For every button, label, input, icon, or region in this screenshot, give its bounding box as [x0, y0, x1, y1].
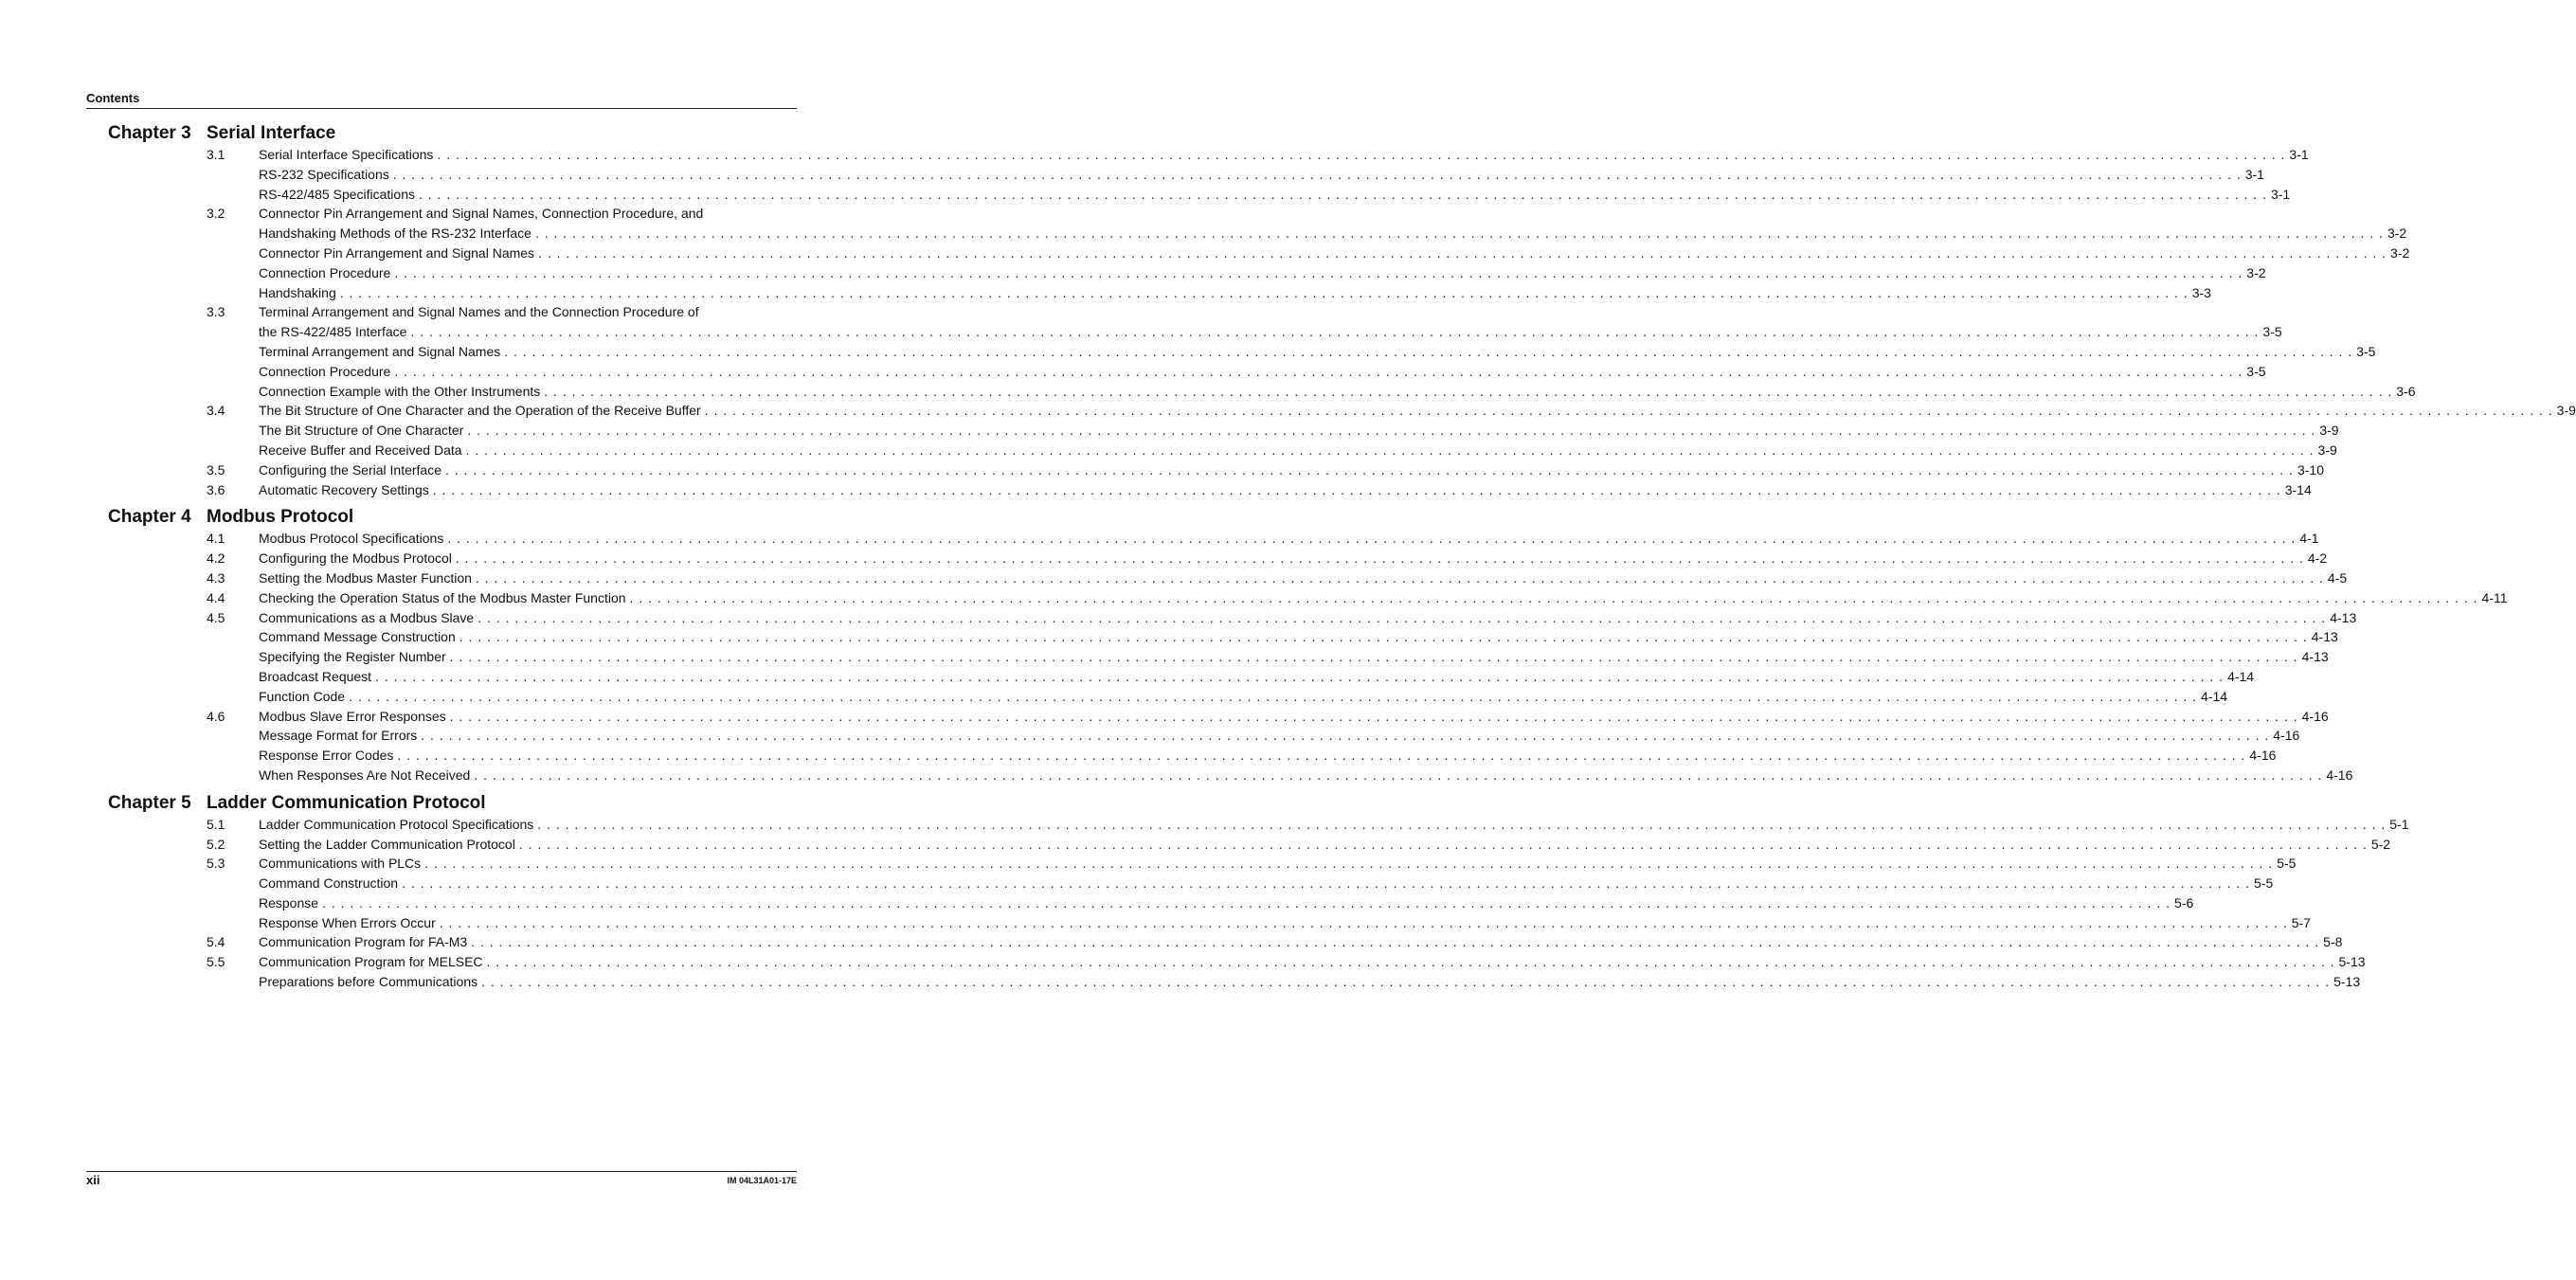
chapter-title: Ladder Communication Protocol: [207, 792, 486, 813]
toc-entry[interactable]: [108, 893, 2194, 913]
section-number: 5.2: [207, 836, 225, 852]
entry-title: RS-422/485 Specifications: [259, 185, 419, 205]
page-reference: 5-2: [2368, 835, 2390, 855]
entry-title: Configuring the Serial Interface: [259, 460, 445, 480]
toc-entry[interactable]: [108, 932, 2343, 952]
chapter-section: [108, 792, 2409, 992]
page-reference: 3-2: [2387, 243, 2409, 263]
entry-title: Automatic Recovery Settings: [259, 480, 433, 500]
dot-leader: . . . . . . . . . . . . . . . . . . . . . . . . . . . . . . . . . . . . . . . . . . . . . . . . . . . . . . . . . . . . . . . . . . . . . . . . . . . . . . . . . . . . . . . . . . . . . . . . . . . . . . . . . . . . . . . . . . . . . . . . . . . . . . . . . . . . . . . . . . . . . . . . . . . . . . . . . . . . . . . . . . . . . . . . . . . . . . . . . . . . . . . . . . . . . . . . . . . . . . . .: [397, 748, 2246, 764]
page-reference: 4-1: [2296, 529, 2318, 549]
toc-entry[interactable]: [108, 647, 2329, 667]
page-reference: 5-5: [2250, 874, 2273, 893]
page-reference: 5-8: [2319, 932, 2342, 952]
dot-leader: . . . . . . . . . . . . . . . . . . . . . . . . . . . . . . . . . . . . . . . . . . . . . . . . . . . . . . . . . . . . . . . . . . . . . . . . . . . . . . . . . . . . . . . . . . . . . . . . . . . . . . . . . . . . . . . . . . . . . . . . . . . . . . . . . . . . . . . . . . . . . . . . . . . . . . . . . . . . . . . . . . . . . . . . . . . . . . . . . . . . . . . . . . . . . . . . . . . . . . . .: [322, 894, 2171, 910]
entry-line: [259, 283, 2211, 303]
entry-line: [259, 460, 2325, 480]
entry-title: Connection Example with the Other Instruments: [259, 382, 544, 402]
entry-line: [259, 608, 2357, 628]
page-reference: 3-6: [2392, 382, 2415, 402]
dot-leader: . . . . . . . . . . . . . . . . . . . . . . . . . . . . . . . . . . . . . . . . . . . . . . . . . . . . . . . . . . . . . . . . . . . . . . . . . . . . . . . . . . . . . . . . . . . . . . . . . . . . . . . . . . . . . . . . . . . . . . . . . . . . . . . . . . . . . . . . . . . . . . . . . . . . . . . . . . . . . . . . . . . . . . . . . . . . . . . . . . . . . . . . . . . . . . . . . . . . . . . .: [394, 264, 2243, 280]
page-reference: 3-5: [2352, 342, 2375, 362]
toc-entry[interactable]: [108, 667, 2255, 687]
entry-title: Ladder Communication Protocol Specifications: [259, 815, 537, 835]
page-reference: 4-14: [2224, 667, 2254, 687]
chapter-title: Serial Interface: [207, 123, 336, 143]
entry-title: Response: [259, 893, 322, 913]
entry-line: [259, 952, 2366, 972]
entry-line: [259, 854, 2297, 874]
chapter-title: Modbus Protocol: [207, 507, 354, 528]
page-reference: 3-9: [2315, 421, 2338, 441]
dot-leader: . . . . . . . . . . . . . . . . . . . . . . . . . . . . . . . . . . . . . . . . . . . . . . . . . . . . . . . . . . . . . . . . . . . . . . . . . . . . . . . . . . . . . . . . . . . . . . . . . . . . . . . . . . . . . . . . . . . . . . . . . . . . . . . . . . . . . . . . . . . . . . . . . . . . . . . . . . . . . . . . . . . . . . . . . . . . . . . . . . . . . . . . . . . . . . . . . . . . . . . .: [375, 668, 2225, 684]
toc-entry[interactable]: [108, 382, 2416, 402]
section-number: 3.4: [207, 403, 225, 419]
toc-entry[interactable]: [108, 342, 2376, 362]
dot-leader: . . . . . . . . . . . . . . . . . . . . . . . . . . . . . . . . . . . . . . . . . . . . . . . . . . . . . . . . . . . . . . . . . . . . . . . . . . . . . . . . . . . . . . . . . . . . . . . . . . . . . . . . . . . . . . . . . . . . . . . . . . . . . . . . . . . . . . . . . . . . . . . . . . . . . . . . . . . . . . . . . . . . . . . . . . . . . . . . . . . . . . . . . . . . . . . . . . . . . . . .: [349, 688, 2198, 704]
dot-leader: . . . . . . . . . . . . . . . . . . . . . . . . . . . . . . . . . . . . . . . . . . . . . . . . . . . . . . . . . . . . . . . . . . . . . . . . . . . . . . . . . . . . . . . . . . . . . . . . . . . . . . . . . . . . . . . . . . . . . . . . . . . . . . . . . . . . . . . . . . . . . . . . . . . . . . . . . . . . . . . . . . . . . . . . . . . . . . . . . . . . . . . . . . . . . . . . . . . . . . . .: [402, 875, 2251, 892]
section-number: 4.1: [207, 531, 225, 547]
entry-title: Checking the Operation Status of the Modbus Master Function: [259, 588, 630, 608]
entry-title: Modbus Protocol Specifications: [259, 529, 447, 549]
section-number: 4.4: [207, 589, 225, 605]
toc-entry[interactable]: [108, 185, 2291, 205]
dot-leader: . . . . . . . . . . . . . . . . . . . . . . . . . . . . . . . . . . . . . . . . . . . . . . . . . . . . . . . . . . . . . . . . . . . . . . . . . . . . . . . . . . . . . . . . . . . . . . . . . . . . . . . . . . . . . . . . . . . . . . . . . . . . . . . . . . . . . . . . . . . . . . . . . . . . . . . . . . . . . . . . . . . . . . . . . . . . . . . . . . . . . . . . . . . . . . . . . . . . . . . .: [467, 423, 2316, 439]
section-number: 3.1: [207, 147, 225, 162]
entry-title: Command Construction: [259, 874, 402, 893]
section-number: 5.5: [207, 954, 225, 970]
dot-leader: . . . . . . . . . . . . . . . . . . . . . . . . . . . . . . . . . . . . . . . . . . . . . . . . . . . . . . . . . . . . . . . . . . . . . . . . . . . . . . . . . . . . . . . . . . . . . . . . . . . . . . . . . . . . . . . . . . . . . . . . . . . . . . . . . . . . . . . . . . . . . . . . . . . . . . . . . . . . . . . . . . . . . . . . . . . . . . . . . . . . . . . . . . . . . . . . . . . . . . . .: [474, 766, 2323, 783]
chapter-label: Chapter 4: [108, 507, 191, 528]
dot-leader: . . . . . . . . . . . . . . . . . . . . . . . . . . . . . . . . . . . . . . . . . . . . . . . . . . . . . . . . . . . . . . . . . . . . . . . . . . . . . . . . . . . . . . . . . . . . . . . . . . . . . . . . . . . . . . . . . . . . . . . . . . . . . . . . . . . . . . . . . . . . . . . . . . . . . . . . . . . . . . . . . . . . . . . . . . . . . . . . . . . . . . . . . . . . . . . . . . . . . . . .: [518, 836, 2368, 852]
entry-line: [259, 480, 2312, 500]
entry-title: Serial Interface Specifications: [259, 145, 437, 165]
section-number: 5.1: [207, 816, 225, 832]
chapter-heading: [108, 793, 797, 815]
toc-entry[interactable]: [108, 549, 2328, 568]
toc-entry[interactable]: [108, 726, 2300, 746]
page-reference: 3-1: [2267, 185, 2290, 205]
toc-entry[interactable]: [108, 835, 2391, 855]
footer-rule: [86, 1171, 797, 1172]
page-reference: 3-3: [2189, 283, 2211, 303]
page-number: xii: [86, 1173, 100, 1187]
chapter-section: [108, 507, 2508, 784]
dot-leader: . . . . . . . . . . . . . . . . . . . . . . . . . . . . . . . . . . . . . . . . . . . . . . . . . . . . . . . . . . . . . . . . . . . . . . . . . . . . . . . . . . . . . . . . . . . . . . . . . . . . . . . . . . . . . . . . . . . . . . . . . . . . . . . . . . . . . . . . . . . . . . . . . . . . . . . . . . . . . . . . . . . . . . . . . . . . . . . . . . . . . . . . . . . . . . . . . . . . . . . .: [449, 708, 2298, 724]
running-header: Contents: [86, 91, 140, 105]
entry-title: RS-232 Specifications: [259, 165, 393, 185]
entry-line: [259, 568, 2348, 588]
chapter-label: Chapter 5: [108, 792, 191, 813]
entry-title: Configuring the Modbus Protocol: [259, 549, 456, 568]
toc-entry[interactable]: [108, 529, 2319, 549]
header-rule: [86, 108, 797, 109]
page-reference: 4-13: [2326, 608, 2356, 628]
dot-leader: . . . . . . . . . . . . . . . . . . . . . . . . . . . . . . . . . . . . . . . . . . . . . . . . . . . . . . . . . . . . . . . . . . . . . . . . . . . . . . . . . . . . . . . . . . . . . . . . . . . . . . . . . . . . . . . . . . . . . . . . . . . . . . . . . . . . . . . . . . . . . . . . . . . . . . . . . . . . . . . . . . . . . . . . . . . . . . . . . . . . . . . . . . . . . . . . . . . . . . . .: [477, 609, 2327, 625]
entry-line: [259, 263, 2266, 283]
page-reference: 3-5: [2243, 362, 2265, 382]
section-number: 3.3: [207, 304, 225, 320]
toc-entry[interactable]: [108, 145, 2309, 165]
page-reference: 5-1: [2386, 815, 2408, 835]
dot-leader: . . . . . . . . . . . . . . . . . . . . . . . . . . . . . . . . . . . . . . . . . . . . . . . . . . . . . . . . . . . . . . . . . . . . . . . . . . . . . . . . . . . . . . . . . . . . . . . . . . . . . . . . . . . . . . . . . . . . . . . . . . . . . . . . . . . . . . . . . . . . . . . . . . . . . . . . . . . . . . . . . . . . . . . . . . . . . . . . . . . . . . . . . . . . . . . . . . . . . . . .: [471, 934, 2320, 950]
entry-title: Response Error Codes: [259, 746, 397, 766]
dot-leader: . . . . . . . . . . . . . . . . . . . . . . . . . . . . . . . . . . . . . . . . . . . . . . . . . . . . . . . . . . . . . . . . . . . . . . . . . . . . . . . . . . . . . . . . . . . . . . . . . . . . . . . . . . . . . . . . . . . . . . . . . . . . . . . . . . . . . . . . . . . . . . . . . . . . . . . . . . . . . . . . . . . . . . . . . . . . . . . . . . . . . . . . . . . . . . . . . . . . . . . .: [449, 649, 2298, 665]
entry-line: [259, 529, 2319, 549]
entry-title: The Bit Structure of One Character and the Operation of the Receive Buffer: [259, 401, 705, 421]
section-number: 4.6: [207, 708, 225, 724]
page-reference: 4-2: [2304, 549, 2327, 568]
page-reference: 5-7: [2288, 913, 2311, 933]
toc-entry[interactable]: [108, 243, 2410, 263]
toc-entry[interactable]: [108, 568, 2348, 588]
dot-leader: . . . . . . . . . . . . . . . . . . . . . . . . . . . . . . . . . . . . . . . . . . . . . . . . . . . . . . . . . . . . . . . . . . . . . . . . . . . . . . . . . . . . . . . . . . . . . . . . . . . . . . . . . . . . . . . . . . . . . . . . . . . . . . . . . . . . . . . . . . . . . . . . . . . . . . . . . . . . . . . . . . . . . . . . . . . . . . . . . . . . . . . . . . . . . . . . . . . . . . . .: [537, 816, 2387, 832]
page-reference: 3-5: [2259, 322, 2281, 342]
entry-line: [259, 204, 797, 224]
entry-title: Setting the Ladder Communication Protocol: [259, 835, 519, 855]
entry-title: When Responses Are Not Received: [259, 766, 474, 785]
entry-line: [259, 667, 2255, 687]
section-number: 5.4: [207, 934, 225, 950]
section-number: 5.3: [207, 856, 225, 872]
entry-line: [259, 726, 2300, 746]
dot-leader: . . . . . . . . . . . . . . . . . . . . . . . . . . . . . . . . . . . . . . . . . . . . . . . . . . . . . . . . . . . . . . . . . . . . . . . . . . . . . . . . . . . . . . . . . . . . . . . . . . . . . . . . . . . . . . . . . . . . . . . . . . . . . . . . . . . . . . . . . . . . . . . . . . . . . . . . . . . . . . . . . . . . . . . . . . . . . . . . . . . . . . . . . . . . . . . . . . . . . . . .: [475, 569, 2324, 586]
dot-leader: . . . . . . . . . . . . . . . . . . . . . . . . . . . . . . . . . . . . . . . . . . . . . . . . . . . . . . . . . . . . . . . . . . . . . . . . . . . . . . . . . . . . . . . . . . . . . . . . . . . . . . . . . . . . . . . . . . . . . . . . . . . . . . . . . . . . . . . . . . . . . . . . . . . . . . . . . . . . . . . . . . . . . . . . . . . . . . . . . . . . . . . . . . . . . . . . . . . . . . . .: [459, 629, 2308, 645]
entry-title: Connection Procedure: [259, 263, 394, 283]
entry-line: [259, 746, 2277, 766]
toc-entry[interactable]: [108, 322, 2282, 342]
entry-line: [259, 401, 2576, 421]
toc-entry[interactable]: [108, 687, 2228, 707]
entry-line: [259, 687, 2228, 707]
page-reference: 3-1: [2285, 145, 2308, 165]
toc-entry[interactable]: [108, 302, 797, 322]
toc-entry[interactable]: [108, 608, 2357, 628]
dot-leader: . . . . . . . . . . . . . . . . . . . . . . . . . . . . . . . . . . . . . . . . . . . . . . . . . . . . . . . . . . . . . . . . . . . . . . . . . . . . . . . . . . . . . . . . . . . . . . . . . . . . . . . . . . . . . . . . . . . . . . . . . . . . . . . . . . . . . . . . . . . . . . . . . . . . . . . . . . . . . . . . . . . . . . . . . . . . . . . . . . . . . . . . . . . . . . . . . . . . . . . .: [339, 284, 2189, 300]
entry-title: Communication Program for MELSEC: [259, 952, 487, 972]
entry-title: Terminal Arrangement and Signal Names: [259, 342, 504, 362]
dot-leader: . . . . . . . . . . . . . . . . . . . . . . . . . . . . . . . . . . . . . . . . . . . . . . . . . . . . . . . . . . . . . . . . . . . . . . . . . . . . . . . . . . . . . . . . . . . . . . . . . . . . . . . . . . . . . . . . . . . . . . . . . . . . . . . . . . . . . . . . . . . . . . . . . . . . . . . . . . . . . . . . . . . . . . . . . . . . . . . . . . . . . . . . . . . . . . . . . . . . . . . .: [538, 244, 2387, 261]
dot-leader: . . . . . . . . . . . . . . . . . . . . . . . . . . . . . . . . . . . . . . . . . . . . . . . . . . . . . . . . . . . . . . . . . . . . . . . . . . . . . . . . . . . . . . . . . . . . . . . . . . . . . . . . . . . . . . . . . . . . . . . . . . . . . . . . . . . . . . . . . . . . . . . . . . . . . . . . . . . . . . . . . . . . . . . . . . . . . . . . . . . . . . . . . . . . . . . . . . . . . . . .: [544, 383, 2393, 399]
dot-leader: . . . . . . . . . . . . . . . . . . . . . . . . . . . . . . . . . . . . . . . . . . . . . . . . . . . . . . . . . . . . . . . . . . . . . . . . . . . . . . . . . . . . . . . . . . . . . . . . . . . . . . . . . . . . . . . . . . . . . . . . . . . . . . . . . . . . . . . . . . . . . . . . . . . . . . . . . . . . . . . . . . . . . . . . . . . . . . . . . . . . . . . . . . . . . . . . . . . . . . . .: [392, 166, 2242, 182]
dot-leader: . . . . . . . . . . . . . . . . . . . . . . . . . . . . . . . . . . . . . . . . . . . . . . . . . . . . . . . . . . . . . . . . . . . . . . . . . . . . . . . . . . . . . . . . . . . . . . . . . . . . . . . . . . . . . . . . . . . . . . . . . . . . . . . . . . . . . . . . . . . . . . . . . . . . . . . . . . . . . . . . . . . . . . . . . . . . . . . . . . . . . . . . . . . . . . . . . . . . . . . .: [481, 974, 2331, 990]
entry-line: [259, 441, 2337, 460]
section-number: 4.2: [207, 550, 225, 567]
entry-line: [259, 421, 2339, 441]
page-reference: 3-2: [2243, 263, 2265, 283]
toc-entry[interactable]: [108, 588, 2508, 608]
entry-title: Preparations before Communications: [259, 972, 481, 992]
page-reference: 4-13: [2298, 647, 2329, 667]
toc-entry[interactable]: [108, 766, 2353, 785]
entry-line: [259, 913, 2311, 933]
entry-line: [259, 224, 2407, 243]
page-reference: 3-2: [2384, 224, 2406, 243]
dot-leader: . . . . . . . . . . . . . . . . . . . . . . . . . . . . . . . . . . . . . . . . . . . . . . . . . . . . . . . . . . . . . . . . . . . . . . . . . . . . . . . . . . . . . . . . . . . . . . . . . . . . . . . . . . . . . . . . . . . . . . . . . . . . . . . . . . . . . . . . . . . . . . . . . . . . . . . . . . . . . . . . . . . . . . . . . . . . . . . . . . . . . . . . . . . . . . . . . . . . . . . .: [447, 531, 2297, 547]
page-reference: 4-16: [2298, 707, 2329, 727]
entry-line: [259, 243, 2410, 263]
page-reference: 4-5: [2324, 568, 2347, 588]
dot-leader: . . . . . . . . . . . . . . . . . . . . . . . . . . . . . . . . . . . . . . . . . . . . . . . . . . . . . . . . . . . . . . . . . . . . . . . . . . . . . . . . . . . . . . . . . . . . . . . . . . . . . . . . . . . . . . . . . . . . . . . . . . . . . . . . . . . . . . . . . . . . . . . . . . . . . . . . . . . . . . . . . . . . . . . . . . . . . . . . . . . . . . . . . . . . . . . . . . . . . . . .: [445, 461, 2294, 478]
entry-line: [259, 893, 2194, 913]
toc-entry[interactable]: [108, 746, 2277, 766]
entry-title: Terminal Arrangement and Signal Names and the Connection Procedure of: [259, 304, 703, 319]
toc-entry[interactable]: [108, 952, 2366, 972]
entry-line: [259, 932, 2343, 952]
section-number: 4.3: [207, 569, 225, 586]
toc-entry[interactable]: [108, 362, 2266, 382]
chapter-heading: [108, 123, 797, 145]
toc-entry[interactable]: [108, 480, 2312, 500]
dot-leader: . . . . . . . . . . . . . . . . . . . . . . . . . . . . . . . . . . . . . . . . . . . . . . . . . . . . . . . . . . . . . . . . . . . . . . . . . . . . . . . . . . . . . . . . . . . . . . . . . . . . . . . . . . . . . . . . . . . . . . . . . . . . . . . . . . . . . . . . . . . . . . . . . . . . . . . . . . . . . . . . . . . . . . . . . . . . . . . . . . . . . . . . . . . . . . . . . . . . . . . .: [504, 343, 2353, 359]
page-reference: 3-1: [2242, 165, 2264, 185]
dot-leader: . . . . . . . . . . . . . . . . . . . . . . . . . . . . . . . . . . . . . . . . . . . . . . . . . . . . . . . . . . . . . . . . . . . . . . . . . . . . . . . . . . . . . . . . . . . . . . . . . . . . . . . . . . . . . . . . . . . . . . . . . . . . . . . . . . . . . . . . . . . . . . . . . . . . . . . . . . . . . . . . . . . . . . . . . . . . . . . . . . . . . . . . . . . . . . . . . . . . . . . .: [419, 186, 2267, 202]
page-reference: 5-13: [2335, 952, 2366, 972]
entry-title: Handshaking: [259, 283, 340, 303]
toc-entry[interactable]: [108, 224, 2407, 243]
dot-leader: . . . . . . . . . . . . . . . . . . . . . . . . . . . . . . . . . . . . . . . . . . . . . . . . . . . . . . . . . . . . . . . . . . . . . . . . . . . . . . . . . . . . . . . . . . . . . . . . . . . . . . . . . . . . . . . . . . . . . . . . . . . . . . . . . . . . . . . . . . . . . . . . . . . . . . . . . . . . . . . . . . . . . . . . . . . . . . . . . . . . . . . . . . . . . . . . . . . . . . . .: [534, 225, 2384, 242]
page-reference: 4-16: [2245, 746, 2276, 766]
entry-line: [259, 588, 2508, 608]
dot-leader: . . . . . . . . . . . . . . . . . . . . . . . . . . . . . . . . . . . . . . . . . . . . . . . . . . . . . . . . . . . . . . . . . . . . . . . . . . . . . . . . . . . . . . . . . . . . . . . . . . . . . . . . . . . . . . . . . . . . . . . . . . . . . . . . . . . . . . . . . . . . . . . . . . . . . . . . . . . . . . . . . . . . . . . . . . . . . . . . . . . . . . . . . . . . . . . . . . . . . . . .: [410, 324, 2260, 340]
toc-entry[interactable]: [108, 707, 2329, 727]
entry-title: Broadcast Request: [259, 667, 375, 687]
dot-leader: . . . . . . . . . . . . . . . . . . . . . . . . . . . . . . . . . . . . . . . . . . . . . . . . . . . . . . . . . . . . . . . . . . . . . . . . . . . . . . . . . . . . . . . . . . . . . . . . . . . . . . . . . . . . . . . . . . . . . . . . . . . . . . . . . . . . . . . . . . . . . . . . . . . . . . . . . . . . . . . . . . . . . . . . . . . . . . . . . . . . . . . . . . . . . . . . . . . . . . . .: [421, 728, 2270, 744]
entry-title: Receive Buffer and Received Data: [259, 441, 466, 460]
page-reference: 3-9: [2315, 441, 2337, 460]
toc-entry[interactable]: [108, 627, 2338, 647]
entry-line: [259, 145, 2309, 165]
section-number: 3.5: [207, 461, 225, 478]
page-reference: 3-10: [2294, 460, 2324, 480]
entry-line: [259, 815, 2409, 835]
entry-title: the RS-422/485 Interface: [259, 322, 410, 342]
dot-leader: . . . . . . . . . . . . . . . . . . . . . . . . . . . . . . . . . . . . . . . . . . . . . . . . . . . . . . . . . . . . . . . . . . . . . . . . . . . . . . . . . . . . . . . . . . . . . . . . . . . . . . . . . . . . . . . . . . . . . . . . . . . . . . . . . . . . . . . . . . . . . . . . . . . . . . . . . . . . . . . . . . . . . . . . . . . . . . . . . . . . . . . . . . . . . . . . . . . . . . . .: [432, 481, 2281, 497]
entry-title: Connection Procedure: [259, 362, 394, 382]
dot-leader: . . . . . . . . . . . . . . . . . . . . . . . . . . . . . . . . . . . . . . . . . . . . . . . . . . . . . . . . . . . . . . . . . . . . . . . . . . . . . . . . . . . . . . . . . . . . . . . . . . . . . . . . . . . . . . . . . . . . . . . . . . . . . . . . . . . . . . . . . . . . . . . . . . . . . . . . . . . . . . . . . . . . . . . . . . . . . . . . . . . . . . . . . . . . . . . . . . . . . . . .: [465, 442, 2315, 458]
entry-title: Communication Program for FA-M3: [259, 932, 471, 952]
page-reference: 5-6: [2171, 893, 2193, 913]
page-reference: 4-16: [2322, 766, 2352, 785]
entry-line: [259, 707, 2329, 727]
toc-entry[interactable]: [108, 441, 2337, 460]
dot-leader: . . . . . . . . . . . . . . . . . . . . . . . . . . . . . . . . . . . . . . . . . . . . . . . . . . . . . . . . . . . . . . . . . . . . . . . . . . . . . . . . . . . . . . . . . . . . . . . . . . . . . . . . . . . . . . . . . . . . . . . . . . . . . . . . . . . . . . . . . . . . . . . . . . . . . . . . . . . . . . . . . . . . . . . . . . . . . . . . . . . . . . . . . . . . . . . . . . . . . . . .: [437, 147, 2286, 162]
page-reference: 5-5: [2273, 854, 2296, 874]
entry-line: [259, 322, 2282, 342]
section-number: 4.5: [207, 609, 225, 625]
dot-leader: . . . . . . . . . . . . . . . . . . . . . . . . . . . . . . . . . . . . . . . . . . . . . . . . . . . . . . . . . . . . . . . . . . . . . . . . . . . . . . . . . . . . . . . . . . . . . . . . . . . . . . . . . . . . . . . . . . . . . . . . . . . . . . . . . . . . . . . . . . . . . . . . . . . . . . . . . . . . . . . . . . . . . . . . . . . . . . . . . . . . . . . . . . . . . . . . . . . . . . . .: [704, 403, 2553, 419]
document-id: IM 04L31A01-17E: [727, 1176, 797, 1185]
chapter-heading: [108, 507, 797, 529]
entry-title: Communications with PLCs: [259, 854, 424, 874]
entry-line: [259, 766, 2353, 785]
dot-leader: . . . . . . . . . . . . . . . . . . . . . . . . . . . . . . . . . . . . . . . . . . . . . . . . . . . . . . . . . . . . . . . . . . . . . . . . . . . . . . . . . . . . . . . . . . . . . . . . . . . . . . . . . . . . . . . . . . . . . . . . . . . . . . . . . . . . . . . . . . . . . . . . . . . . . . . . . . . . . . . . . . . . . . . . . . . . . . . . . . . . . . . . . . . . . . . . . . . . . . . .: [424, 856, 2274, 872]
entry-line: [259, 342, 2376, 362]
entry-line: [259, 362, 2266, 382]
page-reference: 5-13: [2330, 972, 2360, 992]
entry-line: [259, 835, 2391, 855]
entry-title: Handshaking Methods of the RS-232 Interface: [259, 224, 535, 243]
toc-entry[interactable]: [108, 263, 2266, 283]
entry-line: [259, 302, 797, 322]
chapter-label: Chapter 3: [108, 123, 191, 143]
toc-entry[interactable]: [108, 874, 2274, 893]
page-reference: 3-9: [2553, 401, 2576, 421]
table-of-contents: [108, 123, 2576, 1000]
entry-title: Connector Pin Arrangement and Signal Names: [259, 243, 538, 263]
dot-leader: . . . . . . . . . . . . . . . . . . . . . . . . . . . . . . . . . . . . . . . . . . . . . . . . . . . . . . . . . . . . . . . . . . . . . . . . . . . . . . . . . . . . . . . . . . . . . . . . . . . . . . . . . . . . . . . . . . . . . . . . . . . . . . . . . . . . . . . . . . . . . . . . . . . . . . . . . . . . . . . . . . . . . . . . . . . . . . . . . . . . . . . . . . . . . . . . . . . . . . . .: [629, 589, 2478, 605]
toc-entry[interactable]: [108, 460, 2325, 480]
toc-entry[interactable]: [108, 972, 2361, 992]
entry-title: Communications as a Modbus Slave: [259, 608, 477, 628]
entry-title: The Bit Structure of One Character: [259, 421, 467, 441]
entry-line: [259, 382, 2416, 402]
entry-title: Function Code: [259, 687, 349, 707]
dot-leader: . . . . . . . . . . . . . . . . . . . . . . . . . . . . . . . . . . . . . . . . . . . . . . . . . . . . . . . . . . . . . . . . . . . . . . . . . . . . . . . . . . . . . . . . . . . . . . . . . . . . . . . . . . . . . . . . . . . . . . . . . . . . . . . . . . . . . . . . . . . . . . . . . . . . . . . . . . . . . . . . . . . . . . . . . . . . . . . . . . . . . . . . . . . . . . . . . . . . . . . .: [455, 550, 2304, 567]
page-reference: 3-14: [2281, 480, 2312, 500]
entry-line: [259, 185, 2291, 205]
entry-line: [259, 627, 2338, 647]
entry-title: Response When Errors Occur: [259, 913, 440, 933]
entry-title: Setting the Modbus Master Function: [259, 568, 476, 588]
entry-line: [259, 165, 2264, 185]
dot-leader: . . . . . . . . . . . . . . . . . . . . . . . . . . . . . . . . . . . . . . . . . . . . . . . . . . . . . . . . . . . . . . . . . . . . . . . . . . . . . . . . . . . . . . . . . . . . . . . . . . . . . . . . . . . . . . . . . . . . . . . . . . . . . . . . . . . . . . . . . . . . . . . . . . . . . . . . . . . . . . . . . . . . . . . . . . . . . . . . . . . . . . . . . . . . . . . . . . . . . . . .: [486, 954, 2335, 970]
toc-entry[interactable]: [108, 815, 2409, 835]
toc-entry[interactable]: [108, 165, 2264, 185]
page-reference: 4-16: [2269, 726, 2299, 746]
entry-line: [259, 874, 2274, 893]
section-number: 3.2: [207, 206, 225, 222]
page-reference: 4-14: [2197, 687, 2227, 707]
entry-title: Specifying the Register Number: [259, 647, 450, 667]
entry-title: Connector Pin Arrangement and Signal Names, Connection Procedure, and: [259, 206, 707, 221]
toc-entry[interactable]: [108, 421, 2339, 441]
entry-title: Message Format for Errors: [259, 726, 421, 746]
toc-entry[interactable]: [108, 283, 2211, 303]
toc-entry[interactable]: [108, 913, 2311, 933]
toc-entry[interactable]: [108, 204, 797, 224]
page-reference: 4-13: [2308, 627, 2338, 647]
toc-entry[interactable]: [108, 854, 2297, 874]
entry-title: Modbus Slave Error Responses: [259, 707, 450, 727]
entry-line: [259, 972, 2361, 992]
dot-leader: . . . . . . . . . . . . . . . . . . . . . . . . . . . . . . . . . . . . . . . . . . . . . . . . . . . . . . . . . . . . . . . . . . . . . . . . . . . . . . . . . . . . . . . . . . . . . . . . . . . . . . . . . . . . . . . . . . . . . . . . . . . . . . . . . . . . . . . . . . . . . . . . . . . . . . . . . . . . . . . . . . . . . . . . . . . . . . . . . . . . . . . . . . . . . . . . . . . . . . . .: [394, 363, 2243, 379]
page-reference: 4-11: [2478, 588, 2508, 608]
entry-line: [259, 549, 2328, 568]
section-number: 3.6: [207, 481, 225, 497]
entry-title: Command Message Construction: [259, 627, 459, 647]
chapter-section: [108, 123, 2576, 499]
toc-entry[interactable]: [108, 401, 2576, 421]
dot-leader: . . . . . . . . . . . . . . . . . . . . . . . . . . . . . . . . . . . . . . . . . . . . . . . . . . . . . . . . . . . . . . . . . . . . . . . . . . . . . . . . . . . . . . . . . . . . . . . . . . . . . . . . . . . . . . . . . . . . . . . . . . . . . . . . . . . . . . . . . . . . . . . . . . . . . . . . . . . . . . . . . . . . . . . . . . . . . . . . . . . . . . . . . . . . . . . . . . . . . . . .: [439, 914, 2288, 930]
entry-line: [259, 647, 2329, 667]
